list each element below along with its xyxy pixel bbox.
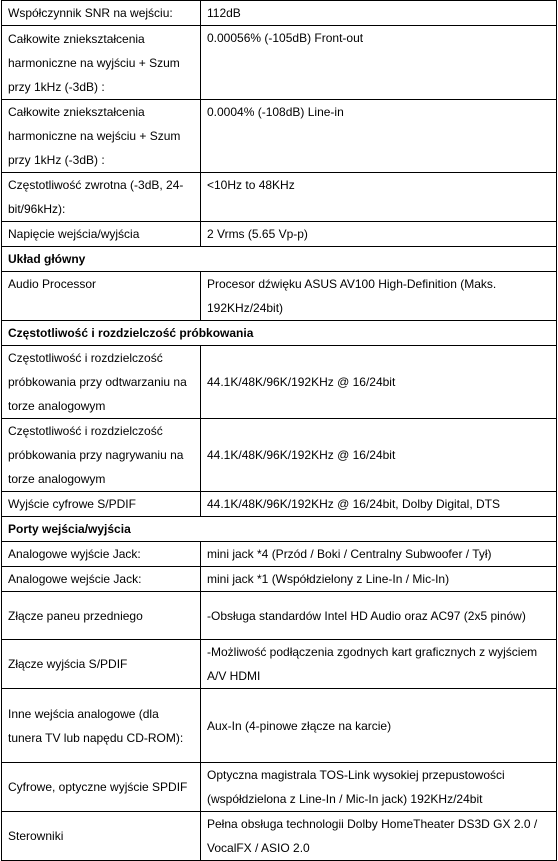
- section-title-sampling: Częstotliwość i rozdzielczość próbkowania: [2, 321, 557, 346]
- row-label: Analogowe wejście Jack:: [2, 567, 201, 592]
- table-row: [2, 1, 557, 26]
- table-row: [2, 763, 557, 812]
- row-value: 2 Vrms (5.65 Vp-p): [201, 222, 557, 247]
- row-label: Całkowite zniekształcenia harmoniczne na wejściu + Szum przy 1kHz (-3dB) :: [2, 100, 201, 173]
- row-value: 44.1K/48K/96K/192KHz @ 16/24bit: [201, 419, 557, 492]
- row-value: 44.1K/48K/96K/192KHz @ 16/24bit: [201, 346, 557, 419]
- row-label: Inne wejścia analogowe (dla tunera TV lub napędu CD-ROM):: [2, 689, 201, 763]
- table-row: [2, 419, 557, 492]
- spec-table: [1, 0, 557, 861]
- row-label: Audio Processor: [2, 272, 201, 321]
- table-row: [2, 592, 557, 640]
- row-label: Złącze paneu przedniego: [2, 592, 201, 640]
- row-label: Cyfrowe, optyczne wyjście SPDIF: [2, 763, 201, 812]
- row-label: Częstotliwość i rozdzielczość próbkowania przy nagrywaniu na torze analogowym: [2, 419, 201, 492]
- row-value: mini jack *1 (Współdzielony z Line-In / Mic-In): [201, 567, 557, 592]
- table-row: [2, 689, 557, 763]
- row-value: -Obsługa standardów Intel HD Audio oraz AC97 (2x5 pinów): [201, 592, 557, 640]
- row-value: 0.00056% (-105dB) Front-out: [201, 26, 557, 100]
- section-header-row: [2, 517, 557, 542]
- row-label: Analogowe wyjście Jack:: [2, 542, 201, 567]
- table-row: [2, 492, 557, 517]
- row-label: Sterowniki: [2, 812, 201, 861]
- row-label: Napięcie wejścia/wyjścia: [2, 222, 201, 247]
- table-row: [2, 542, 557, 567]
- table-row: [2, 26, 557, 100]
- section-title-main: Układ główny: [2, 247, 557, 272]
- table-row: [2, 346, 557, 419]
- row-label: Całkowite zniekształcenia harmoniczne na wyjściu + Szum przy 1kHz (-3dB) :: [2, 26, 201, 100]
- table-row: [2, 272, 557, 321]
- row-value: Procesor dźwięku ASUS AV100 High-Definition (Maks. 192KHz/24bit): [201, 272, 557, 321]
- row-label: Wyjście cyfrowe S/PDIF: [2, 492, 201, 517]
- row-value: 44.1K/48K/96K/192KHz @ 16/24bit, Dolby Digital, DTS: [201, 492, 557, 517]
- table-row: [2, 173, 557, 222]
- row-label: Złącze wyjścia S/PDIF: [2, 640, 201, 689]
- table-row: [2, 222, 557, 247]
- row-value: <10Hz to 48KHz: [201, 173, 557, 222]
- table-row: [2, 567, 557, 592]
- row-value: Optyczna magistrala TOS-Link wysokiej przepustowości (współdzielona z Line-In / Mic-In jack) 192KHz/24bit: [201, 763, 557, 812]
- row-label: Współczynnik SNR na wejściu:: [2, 1, 201, 26]
- row-value: Aux-In (4-pinowe złącze na karcie): [201, 689, 557, 763]
- row-label: Częstotliwość zwrotna (-3dB, 24-bit/96kHz):: [2, 173, 201, 222]
- table-row: [2, 812, 557, 861]
- section-title-ports: Porty wejścia/wyjścia: [2, 517, 557, 542]
- section-header-row: [2, 247, 557, 272]
- table-row: [2, 640, 557, 689]
- row-value: 0.0004% (-108dB) Line-in: [201, 100, 557, 173]
- section-header-row: [2, 321, 557, 346]
- row-value: Pełna obsługa technologii Dolby HomeTheater DS3D GX 2.0 / VocalFX / ASIO 2.0: [201, 812, 557, 861]
- row-label: Częstotliwość i rozdzielczość próbkowania przy odtwarzaniu na torze analogowym: [2, 346, 201, 419]
- row-value: -Możliwość podłączenia zgodnych kart graficznych z wyjściem A/V HDMI: [201, 640, 557, 689]
- row-value: mini jack *4 (Przód / Boki / Centralny Subwoofer / Tył): [201, 542, 557, 567]
- table-row: [2, 100, 557, 173]
- row-value: 112dB: [201, 1, 557, 26]
